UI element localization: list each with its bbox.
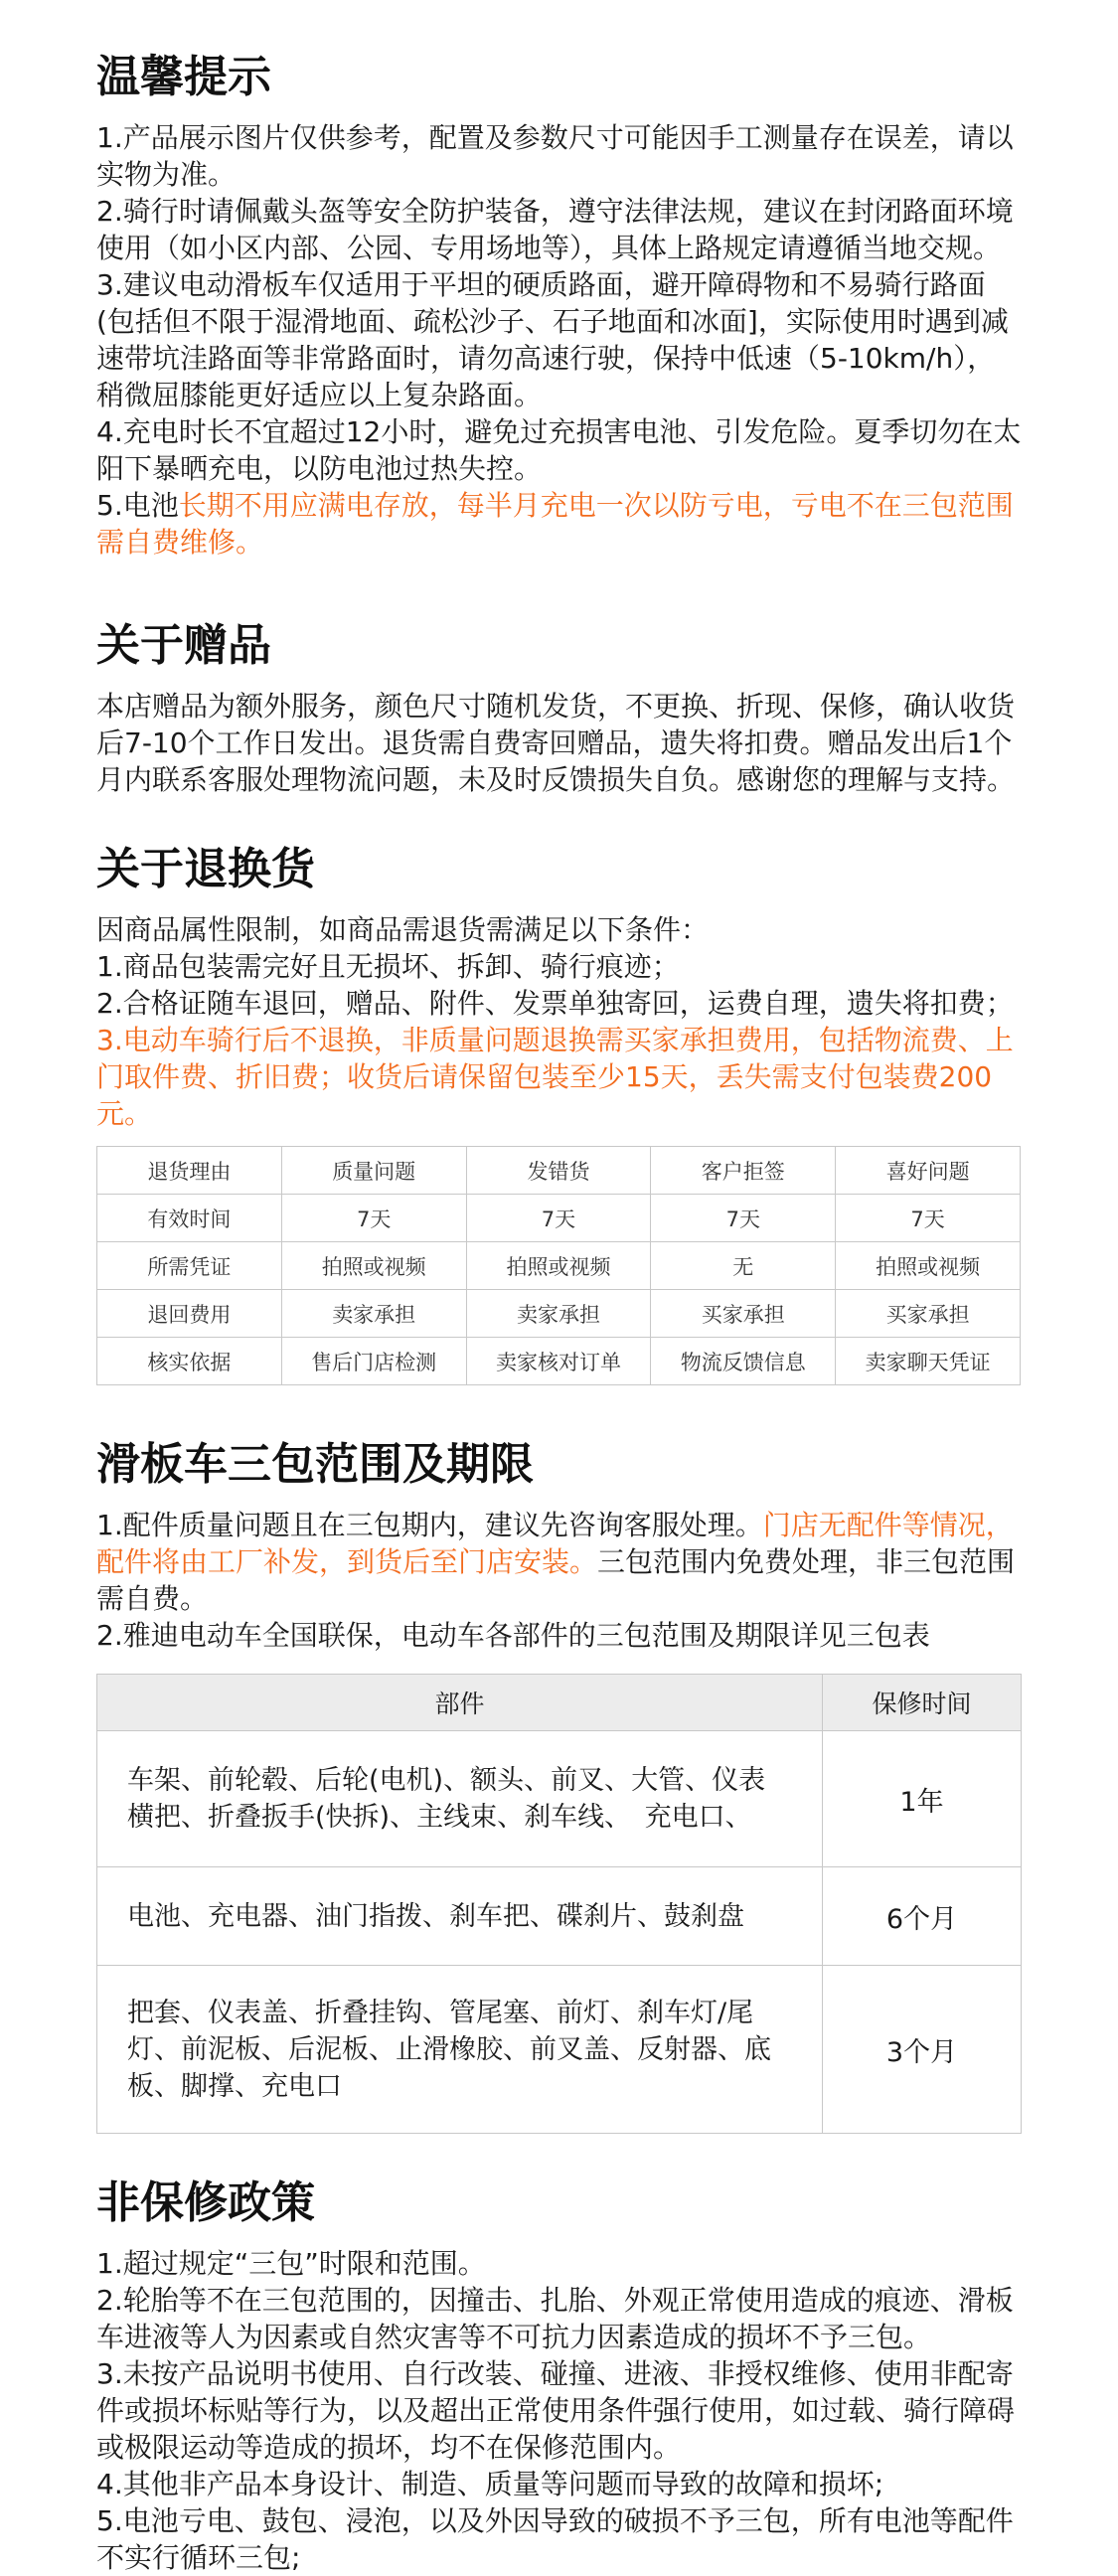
period-cell: 3个月 <box>823 1966 1022 2134</box>
table-cell: 核实依据 <box>97 1338 282 1385</box>
warranty-item <box>96 1507 1022 1617</box>
table-row <box>97 1867 1022 1966</box>
notice-item-text: 4.充电时长不宜超过12小时，避免过充损害电池、引发危险。夏季切勿在太阳下暴晒充电，以防电池过热失控。 <box>96 415 1022 485</box>
returns-item-highlight: 3.电动车骑行后不退换，非质量问题退换需买家承担费用，包括物流费、上门取件费、折旧费；收货后请保留包装至少15天，丢失需支付包装费200元。 <box>96 1024 1014 1130</box>
table-cell: 卖家核对订单 <box>466 1338 651 1385</box>
warranty-title: 滑板车三包范围及期限 <box>96 1439 534 1490</box>
table-cell: 7天 <box>651 1195 836 1242</box>
table-cell: 退回费用 <box>97 1290 282 1338</box>
notice-title: 温馨提示 <box>96 52 271 102</box>
notice-item-text: 1.产品展示图片仅供参考，配置及参数尺寸可能因手工测量存在误差，请以实物为准。 <box>96 121 1014 191</box>
warranty-item-highlight: 门店无配件等情况，配件将由工厂补发，到货后至门店安装。 <box>96 1509 1014 1578</box>
nonwarranty-item: 4.其他非产品本身设计、制造、质量等问题而导致的故障和损坏; <box>96 2468 884 2500</box>
notice-list <box>96 119 1022 561</box>
notice-item-text: 3.建议电动滑板车仅适用于平坦的硬质路面，避开障碍物和不易骑行路面(包括但不限于湿滑地面、疏松沙子、石子地面和冰面]，实际使用时遇到减速带坑洼路面等非常路面时，请勿高速行驶，保持中低速（5-10km/h），稍微屈膝能更好适应以上复杂路面。 <box>96 268 1009 411</box>
table-cell: 所需凭证 <box>97 1242 282 1290</box>
table-cell: 喜好问题 <box>836 1147 1021 1195</box>
nonwarranty-title: 非保修政策 <box>96 2177 315 2228</box>
column-header-parts: 部件 <box>97 1675 823 1731</box>
returns-item-text: 2.合格证随车退回，赠品、附件、发票单独寄回，运费自理，遗失将扣费； <box>96 987 1014 1020</box>
table-cell: 卖家聊天凭证 <box>836 1338 1021 1385</box>
gifts-text: 本店赠品为额外服务，颜色尺寸随机发货，不更换、折现、保修，确认收货后7-10个工作日发出。退货需自费寄回赠品，遗失将扣费。赠品发出后1个月内联系客服处理物流问题，未及时反馈损失自负。感谢您的理解与支持。 <box>96 690 1016 796</box>
warranty-item-text: 三包范围内免费处理，非三包范围需自费。 <box>96 1545 1016 1615</box>
notice-item <box>96 266 1022 413</box>
warranty-item-text: 1.配件质量问题且在三包期内，建议先咨询客服处理。 <box>96 1509 763 1541</box>
nonwarranty-item: 1.超过规定“三包”时限和范围。 <box>96 2247 486 2280</box>
parts-cell: 电池、充电器、油门指拨、刹车把、碟刹片、鼓刹盘 <box>97 1867 823 1966</box>
table-cell: 有效时间 <box>97 1195 282 1242</box>
table-row <box>97 1731 1022 1867</box>
table-cell: 拍照或视频 <box>466 1242 651 1290</box>
notice-section <box>96 48 1022 561</box>
returns-item <box>96 985 1022 1022</box>
returns-item <box>96 1022 1022 1132</box>
returns-title: 关于退换货 <box>96 844 315 894</box>
table-cell: 卖家承担 <box>281 1290 466 1338</box>
table-cell: 客户拒签 <box>651 1147 836 1195</box>
table-cell: 买家承担 <box>651 1290 836 1338</box>
nonwarranty-item: 3.未按产品说明书使用、自行改装、碰撞、进液、非授权维修、使用非配寄件或损坏标贴等行为，以及超出正常使用条件强行使用，如过载、骑行障碍或极限运动等造成的损坏，均不在保修范围内。 <box>96 2357 1016 2464</box>
table-row <box>97 1195 1021 1242</box>
table-cell: 买家承担 <box>836 1290 1021 1338</box>
table-row <box>97 1290 1021 1338</box>
notice-item-highlight: 长期不用应满电存放，每半月充电一次以防亏电，亏电不在三包范围需自费维修。 <box>96 489 1014 559</box>
table-cell: 卖家承担 <box>466 1290 651 1338</box>
table-cell: 无 <box>651 1242 836 1290</box>
gifts-section <box>96 616 1022 798</box>
notice-item <box>96 413 1022 487</box>
warranty-item <box>96 1617 1022 1654</box>
period-cell: 1年 <box>823 1731 1022 1867</box>
returns-item-text: 1.商品包装需完好且无损坏、拆卸、骑行痕迹； <box>96 950 680 983</box>
returns-item <box>96 948 1022 985</box>
period-cell: 6个月 <box>823 1867 1022 1966</box>
table-cell: 拍照或视频 <box>836 1242 1021 1290</box>
notice-item <box>96 193 1022 266</box>
returns-item <box>96 911 1022 948</box>
table-cell: 发错货 <box>466 1147 651 1195</box>
table-row <box>97 1147 1021 1195</box>
warranty-item-text: 2.雅迪电动车全国联保，电动车各部件的三包范围及期限详见三包表 <box>96 1619 930 1652</box>
parts-cell: 车架、前轮毂、后轮(电机)、额头、前叉、大管、仪表横把、折叠扳手(快拆)、主线束、刹车线、 充电口、 <box>97 1731 823 1867</box>
table-cell: 拍照或视频 <box>281 1242 466 1290</box>
table-row <box>97 1242 1021 1290</box>
table-cell: 物流反馈信息 <box>651 1338 836 1385</box>
parts-cell: 把套、仪表盖、折叠挂钩、管尾塞、前灯、刹车灯/尾灯、前泥板、后泥板、止滑橡胶、前叉盖、反射器、底板、脚撑、充电口 <box>97 1966 823 2134</box>
table-cell: 7天 <box>466 1195 651 1242</box>
table-cell: 售后门店检测 <box>281 1338 466 1385</box>
table-cell: 质量问题 <box>281 1147 466 1195</box>
nonwarranty-item: 2.轮胎等不在三包范围的，因撞击、扎胎、外观正常使用造成的痕迹、滑板车进液等人为因素或自然灾害等不可抗力因素造成的损坏不予三包。 <box>96 2284 1014 2353</box>
warranty-table <box>96 1674 1022 2134</box>
warranty-section <box>96 1435 1022 2134</box>
nonwarranty-section <box>96 2174 1022 2576</box>
gifts-title: 关于赠品 <box>96 620 271 671</box>
table-row <box>97 1966 1022 2134</box>
notice-item <box>96 487 1022 561</box>
table-cell: 7天 <box>836 1195 1021 1242</box>
notice-item-text: 5.电池 <box>96 489 179 522</box>
returns-section <box>96 840 1022 1385</box>
returns-item-text: 因商品属性限制，如商品需退货需满足以下条件： <box>96 913 710 946</box>
table-header-row <box>97 1675 1022 1731</box>
table-cell: 退货理由 <box>97 1147 282 1195</box>
notice-item-text: 2.骑行时请佩戴头盔等安全防护装备，遵守法律法规，建议在封闭路面环境使用（如小区内部、公园、专用场地等），具体上路规定请遵循当地交规。 <box>96 195 1014 264</box>
table-row <box>97 1338 1021 1385</box>
nonwarranty-item: 5.电池亏电、鼓包、浸泡，以及外因导致的破损不予三包，所有电池等配件不实行循环三包; <box>96 2504 1014 2574</box>
table-cell: 7天 <box>281 1195 466 1242</box>
column-header-period: 保修时间 <box>823 1675 1022 1731</box>
returns-table <box>96 1146 1021 1385</box>
notice-item <box>96 119 1022 193</box>
